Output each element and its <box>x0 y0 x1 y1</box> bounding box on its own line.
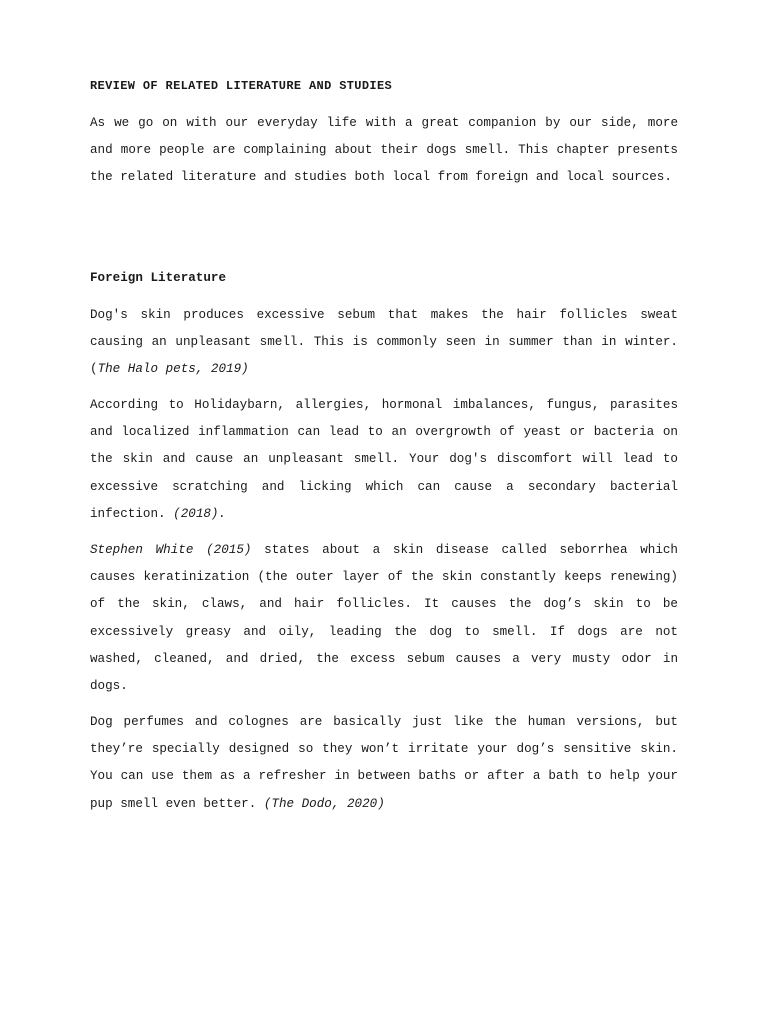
paragraph-text: According to Holidaybarn, allergies, hormonal imbalances, fungus, parasites and localized inflammation can lead to an overgrowth of yeast or bacteria on the skin and cause an unpleasant smell. Your dog's discomfort will lead to excessive scratching and licking which can cause a secondary bacterial infection. <box>90 398 678 521</box>
paragraph-holidaybarn <box>90 392 678 528</box>
paragraph-text: Dog perfumes and colognes are basically just like the human versions, but they’re specially designed so they won’t irritate your dog’s sensitive skin. You can use them as a refresher in between baths or after a bath to help your pup smell even better. <box>90 715 678 811</box>
citation: (2018). <box>173 506 227 521</box>
paragraph-halo-pets <box>90 302 678 384</box>
paragraph-stephen-white <box>90 537 678 700</box>
intro-paragraph: As we go on with our everyday life with a great companion by our side, more and more people are complaining about their dogs smell. This chapter presents the related literature and studies both local from foreign and local sources. <box>90 116 678 185</box>
citation: Stephen White (2015) <box>90 543 252 557</box>
paragraph-text: Dog's skin produces excessive sebum that makes the hair follicles sweat causing an unpleasant smell. This is commonly seen in summer than in winter. ( <box>90 308 678 377</box>
paragraph-dog-perfumes <box>90 709 678 818</box>
document-title: REVIEW OF RELATED LITERATURE AND STUDIES <box>90 79 393 93</box>
paragraph-text: states about a skin disease called seborrhea which causes keratinization (the outer layer of the skin constantly keeps renewing) of the skin, claws, and hair follicles. It causes the dog’s skin to be excessively greasy and oily, leading the dog to smell. If dogs are not washed, cleaned, and dried, the excess sebum causes a very musty odor in dogs. <box>90 543 678 694</box>
section-heading-foreign-literature: Foreign Literature <box>90 271 227 285</box>
citation: (The Dodo, 2020) <box>263 796 385 811</box>
citation: The Halo pets, 2019) <box>97 362 249 377</box>
